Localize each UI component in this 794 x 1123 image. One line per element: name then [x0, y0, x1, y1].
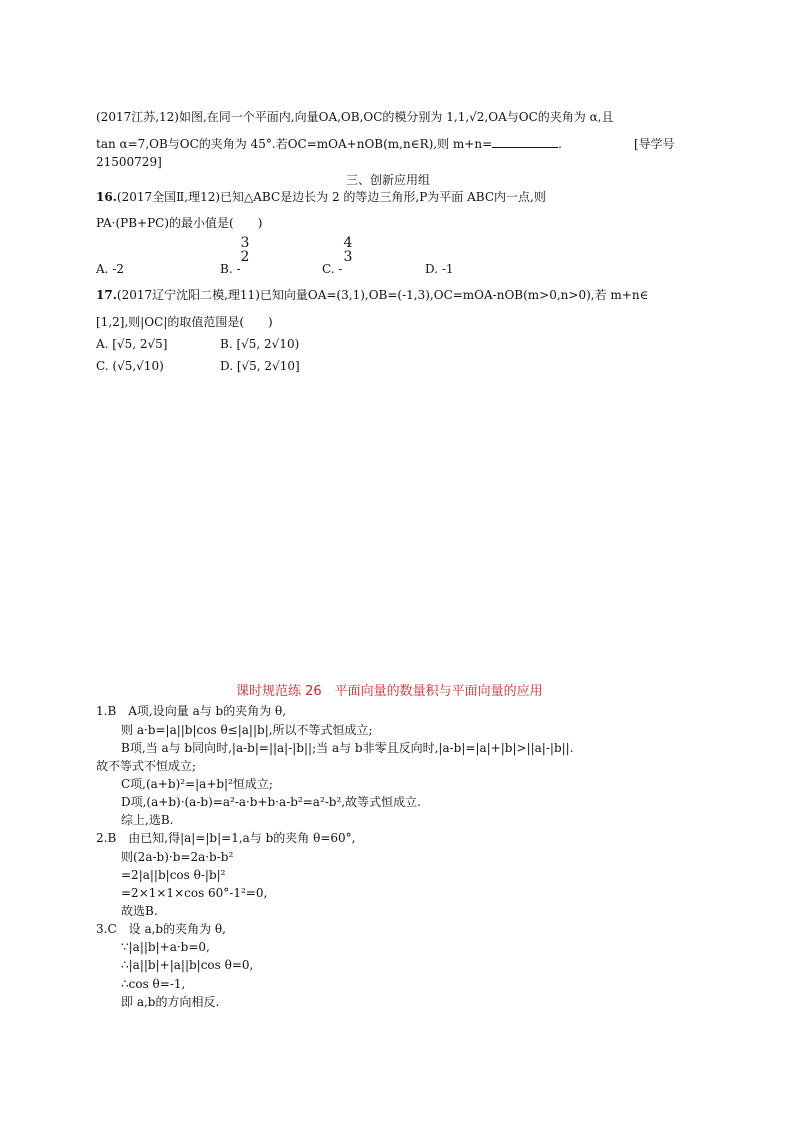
- section-title: 三、创新应用组: [346, 173, 431, 187]
- fraction-numerator: 3: [240, 235, 250, 251]
- q15-line-3: 21500729]: [96, 155, 162, 169]
- answer-line: D项,(a+b)·(a-b)=a²-a·b+b·a-b²=a²-b²,故等式恒成立.: [121, 795, 421, 809]
- answer-line: 2.B 由已知,得|a|=|b|=1,a与 b的夹角 θ=60°,: [96, 831, 356, 845]
- q16-option-b: B. -: [220, 262, 241, 276]
- answer-line: B项,当 a与 b同向时,|a-b|=||a|-|b||;当 a与 b非零且反向时,|a-b|=|a|+|b|>||a|-|b||.: [121, 741, 574, 755]
- answer-line: 故不等式不恒成立;: [96, 759, 197, 773]
- q16-option-c-fraction: [340, 236, 356, 264]
- q17-line-2: [1,2],则|OC|的取值范围是( ): [96, 315, 273, 329]
- answer-blank: [492, 136, 558, 148]
- q17-option-a: A. [√5, 2√5]: [96, 337, 168, 351]
- answer-line: =2|a||b|cos θ-|b|²: [121, 868, 226, 882]
- fraction-denominator: 3: [343, 249, 353, 265]
- fraction-denominator: 2: [240, 249, 250, 265]
- q16-line-1: [96, 189, 546, 205]
- answer-line: 则 a·b=|a||b|cos θ≤|a||b|,所以不等式恒成立;: [121, 723, 373, 737]
- answer-line: ∴|a||b|+|a||b|cos θ=0,: [121, 958, 254, 972]
- answer-line: 3.C 设 a,b的夹角为 θ,: [96, 922, 226, 936]
- q15-ref: [导学号: [634, 137, 675, 151]
- answer-line: 1.B A项,设向量 a与 b的夹角为 θ,: [96, 704, 287, 718]
- q17-option-d: D. [√5, 2√10]: [220, 359, 300, 373]
- q15-line-2: [96, 136, 562, 152]
- answer-line: 即 a,b的方向相反.: [121, 995, 220, 1009]
- q17-number: 17.: [96, 288, 117, 302]
- q15-line-2-end: .: [558, 137, 562, 151]
- q15-line-1: (2017江苏,12)如图,在同一个平面内,向量OA,OB,OC的模分别为 1,1,√2,OA与OC的夹角为 α,且: [96, 110, 614, 124]
- q16-line-2: PA·(PB+PC)的最小值是( ): [96, 216, 263, 230]
- q17-line-1: [96, 287, 648, 303]
- q16-option-c: C. -: [322, 262, 343, 276]
- q17-option-b: B. [√5, 2√10): [220, 337, 300, 351]
- answer-line: =2×1×1×cos 60°-1²=0,: [121, 886, 268, 900]
- answer-line: 则(2a-b)·b=2a·b-b²: [121, 850, 234, 864]
- q16-text: (2017全国Ⅱ,理12)已知△ABC是边长为 2 的等边三角形,P为平面 ABC内一点,则: [116, 190, 546, 204]
- fraction-numerator: 4: [343, 235, 353, 251]
- answer-line: ∴cos θ=-1,: [121, 977, 186, 991]
- q17-text: (2017辽宁沈阳二模,理11)已知向量OA=(3,1),OB=(-1,3),OC=mOA-nOB(m>0,n>0),若 m+n∈: [116, 288, 649, 302]
- answer-line: 故选B.: [121, 904, 158, 918]
- q16-option-d: D. -1: [425, 262, 454, 276]
- q15-line-2-text: tan α=7,OB与OC的夹角为 45°.若OC=mOA+nOB(m,n∈R),则 m+n=: [96, 137, 493, 151]
- q16-option-a: A. -2: [96, 262, 124, 276]
- answer-line: ∵|a||b|+a·b=0,: [121, 940, 210, 954]
- q17-option-c: C. (√5,√10): [96, 359, 164, 373]
- answer-line: 综上,选B.: [121, 813, 174, 827]
- answers-title: 课时规范练 26 平面向量的数量积与平面向量的应用: [236, 684, 543, 699]
- answer-line: C项,(a+b)²=|a+b|²恒成立;: [121, 777, 273, 791]
- q16-number: 16.: [96, 190, 117, 204]
- q16-option-b-fraction: [237, 236, 253, 264]
